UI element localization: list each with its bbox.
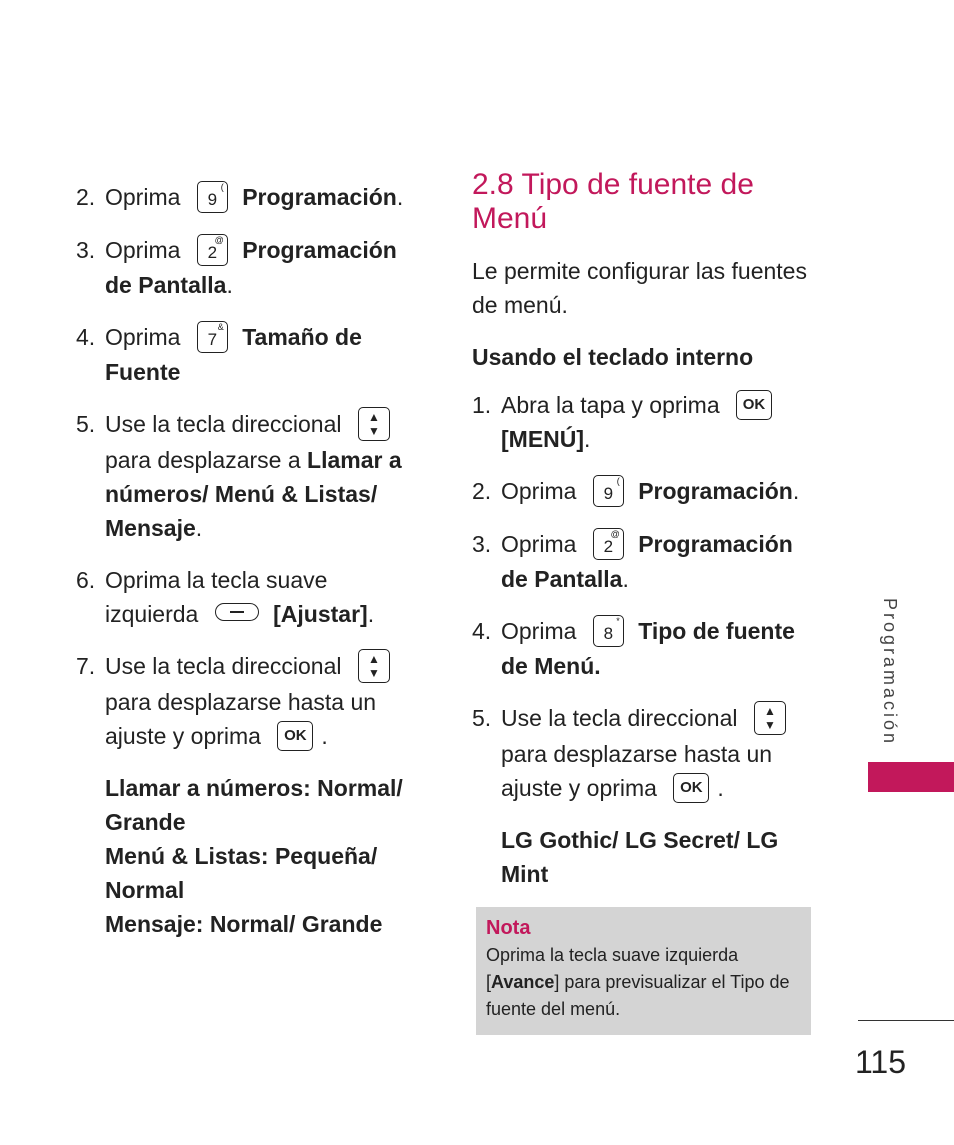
note-title: Nota: [486, 917, 531, 939]
left-step-5: 5. Use la tecla direccional ▲ ▼ para desplazarse a Llamar a números/ Menú & Listas/ Mensaje.: [76, 407, 426, 545]
left-step-4: 4. Oprima 7 & Tamaño de Fuente: [76, 321, 362, 385]
setting-option: Menú & Listas: Pequeña/ Normal: [105, 842, 378, 903]
right-step-5: 5. Use la tecla direccional ▲ ▼ para desplazarse hasta un ajuste y oprima OK .: [472, 701, 822, 805]
note-box: [476, 907, 811, 1035]
left-step-3: 3. Oprima 2 @ Programación de Pantalla.: [76, 234, 397, 298]
setting-option: Llamar a números: Normal/ Grande: [105, 774, 403, 835]
ok-key-icon: OK: [736, 390, 772, 420]
section-tab-marker: [868, 762, 954, 792]
subheading: Usando el teclado interno: [472, 344, 754, 370]
key-9-icon: 9 (: [593, 475, 624, 507]
page-number-rule: [858, 1020, 954, 1021]
right-settings-list: [472, 823, 822, 891]
right-column: [472, 168, 822, 891]
setting-option: Mensaje: Normal/ Grande: [105, 910, 383, 937]
section-side-label: Programación: [880, 598, 900, 747]
note-text: Oprima la tecla suave izquierda [Avance] para previsualizar el Tipo de fuente del menú.: [486, 945, 790, 1019]
left-soft-key-icon: [215, 603, 259, 621]
nav-key-icon: ▲ ▼: [754, 701, 786, 735]
right-step-2: 2. Oprima 9 ( Programación.: [472, 474, 822, 509]
key-7-icon: 7 &: [197, 321, 228, 353]
key-2-icon: 2 @: [593, 528, 624, 560]
left-step-2: 2. Oprima 9 ( Programación.: [76, 180, 426, 215]
setting-option: LG Gothic/ LG Secret/ LG Mint: [501, 826, 779, 887]
right-step-4: 4. Oprima 8 * Tipo de fuente de Menú.: [472, 615, 795, 679]
left-column: [76, 180, 426, 941]
ok-key-icon: OK: [277, 721, 313, 751]
right-step-3: 3. Oprima 2 @ Programación de Pantalla.: [472, 528, 793, 592]
left-step-6: 6. Oprima la tecla suave izquierda [Ajustar].: [76, 566, 375, 627]
intro-text: Le permite configurar las fuentes de menú.: [472, 258, 807, 318]
left-step-7: 7. Use la tecla direccional ▲ ▼ para desplazarse hasta un ajuste y oprima OK .: [76, 649, 426, 753]
key-2-icon: 2 @: [197, 234, 228, 266]
ok-key-icon: OK: [673, 773, 709, 803]
nav-key-icon: ▲ ▼: [358, 649, 390, 683]
left-settings-list: [76, 771, 426, 941]
key-8-icon: 8 *: [593, 615, 624, 647]
key-9-icon: 9 (: [197, 181, 228, 213]
nav-key-icon: ▲ ▼: [358, 407, 390, 441]
section-heading: 2.8 Tipo de fuente de Menú: [472, 168, 754, 235]
right-step-1: 1. Abra la tapa y oprima OK [MENÚ].: [472, 388, 822, 456]
page-number: 115: [855, 1044, 907, 1080]
